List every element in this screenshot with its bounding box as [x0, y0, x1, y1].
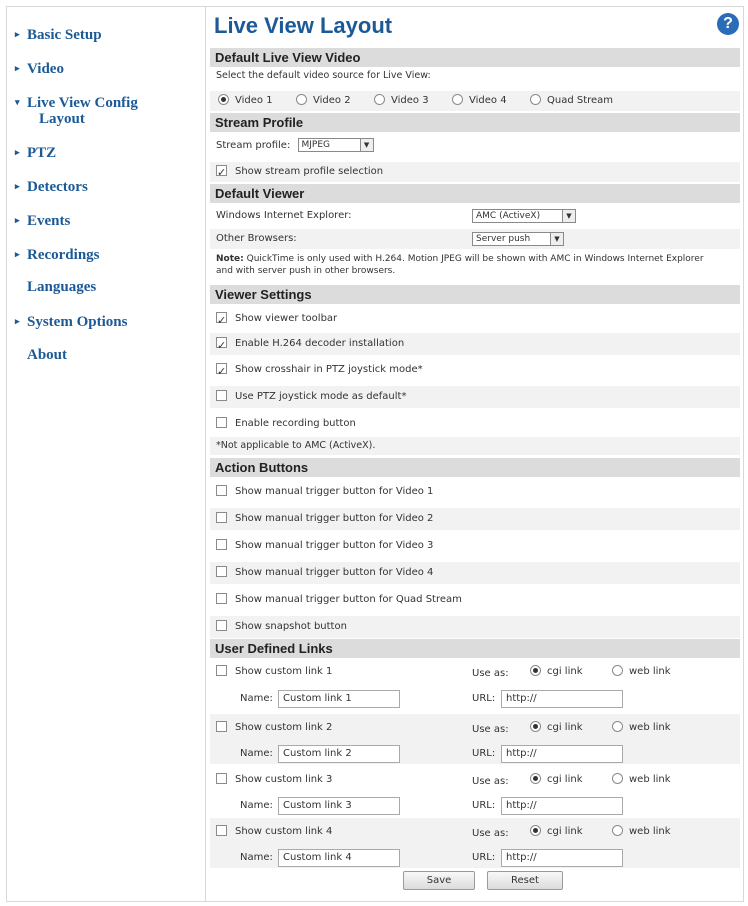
viewer-option-row: ✓Show viewer toolbar: [210, 308, 740, 330]
viewer-toolbar-checkbox[interactable]: [216, 312, 227, 323]
triangle-right-icon: ▸: [15, 181, 20, 191]
trigger-video-2-checkbox[interactable]: [216, 512, 227, 523]
recording-button-checkbox[interactable]: [216, 417, 227, 428]
show-stream-profile-row: ✓Show stream profile selection: [210, 162, 740, 182]
trigger-video-4-checkbox[interactable]: [216, 566, 227, 577]
name-label: Name:: [240, 800, 273, 811]
name-label: Name:: [240, 852, 273, 863]
sidebar-item-recordings[interactable]: ▸ Recordings: [15, 247, 100, 263]
show-stream-profile-checkbox[interactable]: [216, 165, 227, 176]
h264-decoder-checkbox[interactable]: [216, 337, 227, 348]
other-viewer-select[interactable]: Server push ▼: [472, 232, 564, 246]
trigger-video-3-checkbox[interactable]: [216, 539, 227, 550]
custom-link-block-3: [210, 766, 740, 816]
action-option-row: Show manual trigger button for Video 3: [210, 535, 740, 557]
radio-icon[interactable]: [530, 665, 541, 676]
stream-profile-select[interactable]: MJPEG ▼: [298, 138, 374, 152]
stream-profile-row: [210, 137, 740, 155]
page-frame: [6, 6, 744, 902]
viewer-option-row: Enable recording button: [210, 413, 740, 435]
viewer-option-row: ✓Show crosshair in PTZ joystick mode*: [210, 359, 740, 381]
viewer-option-row: Use PTZ joystick mode as default*: [210, 386, 740, 408]
other-viewer-label: Other Browsers:: [216, 233, 297, 244]
default-video-description: Select the default video source for Live View:: [216, 70, 431, 81]
triangle-right-icon: ▸: [15, 215, 20, 225]
joystick-default-checkbox[interactable]: [216, 390, 227, 401]
crosshair-checkbox[interactable]: [216, 363, 227, 374]
url-label: URL:: [472, 748, 496, 759]
custom-link-name-2[interactable]: Custom link 2: [278, 745, 400, 763]
checkbox-icon[interactable]: [216, 773, 227, 784]
custom-link-block-2: [210, 714, 740, 764]
checkbox-icon[interactable]: [216, 665, 227, 676]
show-custom-link-4[interactable]: Show custom link 4: [216, 825, 332, 839]
url-label: URL:: [472, 852, 496, 863]
save-button[interactable]: Save: [403, 871, 475, 890]
radio-icon[interactable]: [612, 825, 623, 836]
radio-icon[interactable]: [612, 773, 623, 784]
chevron-down-icon[interactable]: ▼: [550, 233, 563, 245]
custom-link-block-1: [210, 662, 740, 712]
triangle-down-icon: ▾: [15, 97, 20, 107]
radio-icon[interactable]: [530, 721, 541, 732]
radio-icon[interactable]: [452, 94, 463, 105]
sidebar-item-events[interactable]: ▸ Events: [15, 213, 71, 229]
radio-video-2[interactable]: Video 2: [296, 91, 351, 111]
custom-link-url-4[interactable]: http://: [501, 849, 623, 867]
url-label: URL:: [472, 693, 496, 704]
section-stream-profile: Stream Profile: [210, 113, 740, 132]
radio-video-4[interactable]: Video 4: [452, 91, 507, 111]
radio-icon[interactable]: [218, 94, 229, 105]
use-as-label: Use as:: [472, 724, 509, 735]
trigger-quad-stream-checkbox[interactable]: [216, 593, 227, 604]
section-action-buttons: Action Buttons: [210, 458, 740, 477]
sidebar: [7, 7, 206, 901]
radio-icon[interactable]: [530, 773, 541, 784]
chevron-down-icon[interactable]: ▼: [360, 139, 373, 151]
trigger-video-1-checkbox[interactable]: [216, 485, 227, 496]
main-content: [207, 7, 743, 901]
radio-icon[interactable]: [612, 665, 623, 676]
triangle-right-icon: ▸: [15, 63, 20, 73]
ie-viewer-select[interactable]: AMC (ActiveX) ▼: [472, 209, 576, 223]
radio-icon[interactable]: [296, 94, 307, 105]
sidebar-item-detectors[interactable]: ▸ Detectors: [15, 179, 88, 195]
show-custom-link-3[interactable]: Show custom link 3: [216, 773, 332, 787]
section-default-video: Default Live View Video: [210, 48, 740, 67]
triangle-right-icon: ▸: [15, 316, 20, 326]
action-option-row: Show manual trigger button for Video 4: [210, 562, 740, 584]
use-as-label: Use as:: [472, 828, 509, 839]
custom-link-name-4[interactable]: Custom link 4: [278, 849, 400, 867]
radio-video-1[interactable]: Video 1: [218, 91, 273, 111]
show-custom-link-2[interactable]: Show custom link 2: [216, 721, 332, 735]
snapshot-button-checkbox[interactable]: [216, 620, 227, 631]
url-label: URL:: [472, 800, 496, 811]
sidebar-item-live-view-config[interactable]: ▾ Live View Config: [15, 95, 138, 111]
sidebar-item-ptz[interactable]: ▸ PTZ: [15, 145, 57, 161]
triangle-right-icon: ▸: [15, 29, 20, 39]
radio-icon[interactable]: [530, 94, 541, 105]
viewer-option-row: ✓Enable H.264 decoder installation: [210, 333, 740, 355]
custom-link-block-4: [210, 818, 740, 868]
sidebar-item-video[interactable]: ▸ Video: [15, 61, 64, 77]
triangle-right-icon: ▸: [15, 147, 20, 157]
use-as-label: Use as:: [472, 668, 509, 679]
default-video-options: [210, 91, 740, 111]
use-as-label: Use as:: [472, 776, 509, 787]
name-label: Name:: [240, 748, 273, 759]
cgi-link-radio-3[interactable]: cgi link: [530, 773, 583, 787]
section-default-viewer: Default Viewer: [210, 184, 740, 203]
web-link-radio-4[interactable]: web link: [612, 825, 671, 839]
cgi-link-radio-4[interactable]: cgi link: [530, 825, 583, 839]
cgi-link-radio-1[interactable]: cgi link: [530, 665, 583, 679]
custom-link-name-3[interactable]: Custom link 3: [278, 797, 400, 815]
action-option-row: Show manual trigger button for Video 2: [210, 508, 740, 530]
custom-link-url-2[interactable]: http://: [501, 745, 623, 763]
section-user-links: User Defined Links: [210, 639, 740, 658]
custom-link-url-1[interactable]: http://: [501, 690, 623, 708]
viewer-footnote: *Not applicable to AMC (ActiveX).: [210, 437, 740, 455]
viewer-note: Note: QuickTime is only used with H.264. Motion JPEG will be shown with AMC in Windows Internet Explorer and with server push in other browsers.: [216, 254, 704, 276]
custom-link-url-3[interactable]: http://: [501, 797, 623, 815]
reset-button[interactable]: Reset: [487, 871, 563, 890]
other-viewer-row: [210, 229, 740, 249]
action-option-row: Show snapshot button: [210, 616, 740, 638]
radio-quad-stream[interactable]: Quad Stream: [530, 91, 613, 111]
radio-icon[interactable]: [530, 825, 541, 836]
cgi-link-radio-2[interactable]: cgi link: [530, 721, 583, 735]
checkbox-icon[interactable]: [216, 721, 227, 732]
web-link-radio-2[interactable]: web link: [612, 721, 671, 735]
sidebar-item-about[interactable]: About: [27, 347, 68, 363]
radio-icon[interactable]: [374, 94, 385, 105]
web-link-radio-1[interactable]: web link: [612, 665, 671, 679]
triangle-right-icon: ▸: [15, 249, 20, 259]
section-viewer-settings: Viewer Settings: [210, 285, 740, 304]
stream-profile-label: Stream profile:: [216, 140, 291, 151]
radio-icon[interactable]: [612, 721, 623, 732]
checkbox-icon[interactable]: [216, 825, 227, 836]
radio-video-3[interactable]: Video 3: [374, 91, 429, 111]
action-option-row: Show manual trigger button for Quad Stream: [210, 589, 740, 611]
chevron-down-icon[interactable]: ▼: [562, 210, 575, 222]
ie-viewer-row: [210, 206, 740, 226]
sidebar-item-languages[interactable]: Languages: [27, 279, 97, 295]
action-option-row: Show manual trigger button for Video 1: [210, 481, 740, 503]
page-title: Live View Layout: [214, 13, 393, 38]
help-icon[interactable]: ?: [717, 13, 739, 35]
ie-viewer-label: Windows Internet Explorer:: [216, 210, 352, 221]
custom-link-name-1[interactable]: Custom link 1: [278, 690, 400, 708]
name-label: Name:: [240, 693, 273, 704]
sidebar-subitem-layout[interactable]: Layout: [39, 111, 85, 127]
web-link-radio-3[interactable]: web link: [612, 773, 671, 787]
show-custom-link-1[interactable]: Show custom link 1: [216, 665, 332, 679]
sidebar-item-basic-setup[interactable]: ▸ Basic Setup: [15, 27, 102, 43]
sidebar-item-system-options[interactable]: ▸ System Options: [15, 314, 128, 330]
